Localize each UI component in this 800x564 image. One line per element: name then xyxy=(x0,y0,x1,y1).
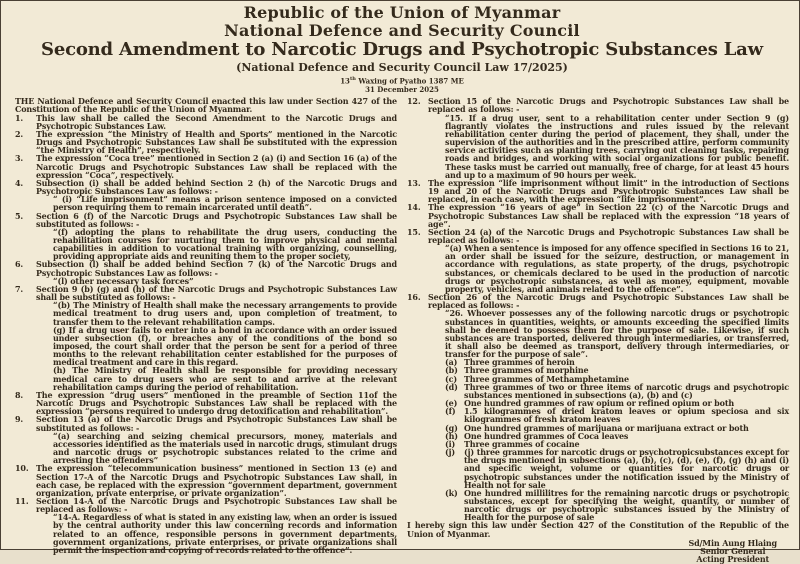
date-rest: Waxing of Pyatho 1387 ME xyxy=(355,76,464,86)
item-body xyxy=(36,260,397,284)
quoted-paragraph: “(a) searching and seizing chemical precursors, money, materials and accessories identified as the materials used in narcotic drugs, stimulant drugs and narcotic drugs or psychotropic substances related to the crime and arresting the offenders” xyxy=(53,430,397,466)
item-number: 13. xyxy=(407,177,421,188)
item-body xyxy=(428,203,789,227)
law-item-5 xyxy=(15,212,397,261)
item-number: 9. xyxy=(15,414,24,425)
item-number: 14. xyxy=(407,202,421,213)
law-item-8 xyxy=(15,391,397,415)
signature-line: Sd/Min Aung Hlaing xyxy=(688,537,777,548)
law-item-7 xyxy=(15,285,397,391)
subsection-text: Three grammes of morphine xyxy=(464,365,589,376)
law-item-16 xyxy=(407,293,789,521)
item-paragraph: Section 26 of the Narcotic Drugs and Psychotropic Substances Law shall be replaced as follows: - xyxy=(428,292,789,311)
item-paragraph: Section 24 (a) of the Narcotic Drugs and Psychotropic Substances Law shall be replaced as follows: - xyxy=(428,226,789,245)
subsection-letter: (c) xyxy=(445,373,457,384)
subsection-letter: (i) xyxy=(445,438,456,449)
law-item-6 xyxy=(15,260,397,284)
item-paragraph: The expression “16 years of age” in Section 22 (c) of the Narcotic Drugs and Psychotropic Substances Law shall be replaced with the expression “18 years of age”. xyxy=(428,202,789,229)
subsection-text: Three grammes of cocaine xyxy=(464,438,580,449)
law-item-15 xyxy=(407,228,789,293)
item-body xyxy=(36,179,397,212)
item-paragraph: Section 15 of the Narcotic Drugs and Psychotropic Substances Law shall be replaced as follows: - xyxy=(428,96,789,115)
item-number: 3. xyxy=(15,153,24,164)
subsection-letter: (f) xyxy=(445,406,456,417)
quoted-paragraph: “14-A. Regardless of what is stated in any existing law, when an order is issued by the central authority under this law concerning records and information related to an offence, responsible persons in government departments, government organizations, private enterprises, or private organizations shall permit the inspection and copying of records related to the offence”. xyxy=(53,512,397,555)
quoted-paragraph: “15. If a drug user, sent to a rehabilitation center under Section 9 (g) flagrantly violates the instructions and rules issued by the relevant rehabilitation center during the period of placement, they shall, under the supervision of the authorities and in the prescribed attire, perform community service activities such as planting trees, carrying out cleaning tasks, repairing roads and bridges, and working with social organizations for public benefit. These tasks must be carried out manually, free of charge, for at least 45 hours and up to a maximum of 90 hours per week. xyxy=(445,112,789,180)
myanmar-era-date xyxy=(15,75,789,85)
item-body xyxy=(36,415,397,464)
subsection-text: Three grammes of Methamphetamine xyxy=(464,373,629,384)
subsection-text: Three grammes of heroin xyxy=(464,357,575,368)
law-item-10 xyxy=(15,464,397,497)
subsection-letter: (g) xyxy=(445,422,458,433)
lettered-subsection xyxy=(428,407,789,423)
title-line-2: National Defence and Security Council xyxy=(224,21,580,40)
law-item-11 xyxy=(15,497,397,554)
item-number: 2. xyxy=(15,128,24,139)
item-body xyxy=(428,97,789,179)
quoted-paragraph: “26. Whoever possesses any of the following narcotic drugs or psychotropic substances in quantities, weights, or amounts exceeding the specified limits shall be deemed to possess them for the purpose of sale. Likewise, if such substances are transported, delivered through intermediaries, or transferred, it shall also be deemed as transport, delivery through intermediaries, or transfer for the purpose of sale”. xyxy=(445,308,789,360)
document-body xyxy=(15,97,789,563)
item-number: 6. xyxy=(15,259,24,270)
lettered-subsection xyxy=(428,448,789,489)
item-number: 15. xyxy=(407,226,421,237)
item-paragraph: The expression “Coca tree” mentioned in Section 2 (a) (i) and Section 16 (a) of the Narcotic Drugs and Psychotropic Substances Law shall be replaced with the expression “Coca”, respectively. xyxy=(36,153,397,180)
item-paragraph: The expression “telecommunication business” mentioned in Section 13 (e) and Section 17-A of the Narcotic Drugs and Psychotropic Substances Law shall, in each case, be replaced with the expression “government department, government organization, private enterprise, or private organization”. xyxy=(36,463,397,498)
law-item-4 xyxy=(15,179,397,212)
subsection-text: One hundred grammes of raw opium or refined opium or both xyxy=(464,398,735,409)
law-item-12 xyxy=(407,97,789,179)
item-body xyxy=(428,179,789,203)
item-paragraph: Subsection (i) shall be added behind Section 2 (h) of the Narcotic Drugs and Psychotropic Substances Law as follows: - xyxy=(36,177,397,197)
item-number: 16. xyxy=(407,292,421,303)
date-ordinal-suffix: th xyxy=(349,76,356,82)
item-number: 12. xyxy=(407,96,421,107)
item-paragraph: Section 14-A of the Narcotic Drugs and Psychotropic Substances Law shall be replaced as follows: - xyxy=(36,495,397,515)
signature-line: Senior General xyxy=(700,545,766,556)
item-paragraph: The expression “the Ministry of Health and Sports” mentioned in the Narcotic Drugs and Psychotropic Substances Law shall be substituted with the expression “the Ministry of Health”, respectively. xyxy=(36,128,397,156)
subsection-text: (j) three grammes for narcotic drugs or psychotropicsubstances except for the drugs mentioned in subsections (a), (b), (c), (d), (e), (f), (g) (h) and (i) and specific weight, volume or quantities for narcotic drugs or psychotropic substances under the notification issued by the Ministry of Health not for sale xyxy=(464,447,789,490)
signature-block xyxy=(688,539,777,563)
law-item-9 xyxy=(15,415,397,464)
item-number: 1. xyxy=(15,112,24,123)
left-column xyxy=(15,97,397,563)
lettered-subsection xyxy=(428,489,789,522)
title-line-1: Republic of the Union of Myanmar xyxy=(243,3,561,22)
item-paragraph: This law shall be called the Second Amendment to the Narcotic Drugs and Psychotropic Substances Law. xyxy=(36,112,397,131)
item-paragraph: The expression “life imprisonment without limit” in the introduction of Sections 19 and 20 of the Narcotic Drugs and Psychotropic Substances Law shall be replaced, in each case, with the expression “life imprisonment”. xyxy=(428,177,789,205)
item-paragraph: Subsection (l) shall be added behind Section 7 (k) of the Narcotic Drugs and Psychotropic Substances Law as follows: - xyxy=(36,259,397,278)
item-body xyxy=(36,130,397,154)
law-item-3 xyxy=(15,154,397,178)
subsection-letter: (j) xyxy=(445,447,456,458)
item-body xyxy=(36,391,397,415)
item-paragraph: Section 9 (b) (g) and (h) of the Narcotic Drugs and Psychotropic Substances Law shall be substituted as follows: - xyxy=(36,283,397,303)
item-number: 11. xyxy=(15,495,29,506)
subsection-letter: (b) xyxy=(445,365,458,376)
quoted-paragraph: “(l) other necessary task forces” xyxy=(53,275,194,286)
gregorian-date: 31 December 2025 xyxy=(365,85,439,95)
law-item-13 xyxy=(407,179,789,203)
quoted-paragraph: “(b) The Ministry of Health shall make the necessary arrangements to provide medical treatment to drug users and, upon completion of treatment, to transfer them to the relevant rehabilitation camps. xyxy=(53,300,397,327)
item-body xyxy=(428,293,789,521)
item-body xyxy=(428,228,789,293)
law-item-2 xyxy=(15,130,397,154)
subsection-text: Three grammes of two or three items of narcotic drugs and psychotropic substances mentioned in subsections (a), (b) and (c) xyxy=(464,381,789,400)
title-line-3: Second Amendment to Narcotic Drugs and Psychotropic Substances Law xyxy=(41,39,763,60)
signature-line: Acting President xyxy=(696,554,770,564)
item-number: 4. xyxy=(15,177,24,188)
item-number: 5. xyxy=(15,210,24,221)
item-body xyxy=(36,285,397,391)
date-day: 13 xyxy=(340,76,350,86)
subsection-letter: (d) xyxy=(445,381,458,392)
quoted-paragraph: (g) If a drug user fails to enter into a bond in accordance with an order issued under subsection (f), or breaches any of the conditions of the bond so imposed, the court shall order that the person be sent for a period of three months to the relevant rehabilitation center established for the purposes of medical treatment and care in this regard. xyxy=(53,324,397,368)
document-header xyxy=(15,4,789,94)
subsection-text: One hundred millilitres for the remaining narcotic drugs or psychotropic substances, except for specifying the weight, quantity, or number of narcotic drugs or psychotropic substances issued by the Ministry of Health for the purpose of sale xyxy=(464,487,789,523)
law-item-14 xyxy=(407,203,789,227)
quoted-paragraph: “(f) adopting the plans to rehabilitate the drug users, conducting the rehabilitation courses for nurturing them to improve physical and mental capabilities in addition to vocational training with organizing, counselling, providing appropriate aids and reuniting them to the proper society, xyxy=(53,226,397,262)
quoted-paragraph: “(a) When a sentence is imposed for any offence specified in Sections 16 to 21, an order shall be issued for the seizure, destruction, or management in accordance with regulations, as state property, of the drugs, psychotropic substances, or chemicals declared to be used in the production of narcotic drugs or psychotropic substances, as well as money, equipment, movable property, vehicles, and animals related to the offence”. xyxy=(445,243,789,294)
subsection-text: One hundred grammes of Coca leaves xyxy=(464,430,629,441)
right-column xyxy=(407,97,789,563)
item-paragraph: Section 6 (f) of the Narcotic Drugs and Psychotropic Substances Law shall be substituted as follows: - xyxy=(36,210,397,229)
item-paragraph: Section 13 (a) of the Narcotic Drugs and Psychotropic Substances Law shall be substituted as follows: - xyxy=(36,414,397,433)
law-item-1 xyxy=(15,114,397,130)
subsection-letter: (h) xyxy=(445,430,458,441)
item-body xyxy=(36,464,397,497)
lettered-subsection xyxy=(428,383,789,399)
item-number: 8. xyxy=(15,389,24,400)
subsection-letter: (k) xyxy=(445,487,458,498)
item-body xyxy=(36,114,397,130)
item-paragraph: The expression “drug users” mentioned in the preamble of Section 11of the Narcotic Drugs and Psychotropic Substances Law shall be replaced with the expression “persons required to undergo drug detoxification and rehabilitation”. xyxy=(36,389,397,417)
subsection-letter: (e) xyxy=(445,398,458,409)
preamble-text: THE National Defence and Security Council enacted this law under Section 427 of the Constitution of the Republic of the Union of Myanmar. xyxy=(15,96,397,115)
item-body xyxy=(36,154,397,178)
subsection-text: One hundred grammes of marijuana or marijuana extract or both xyxy=(464,422,749,433)
subsection-letter: (a) xyxy=(445,357,458,368)
item-body xyxy=(36,497,397,554)
law-number-subtitle: (National Defence and Security Council Law 17/2025) xyxy=(236,61,568,74)
item-number: 10. xyxy=(15,463,29,474)
signing-statement: I hereby sign this law under Section 427 of the Constitution of the Republic of the Union of Myanmar. xyxy=(407,520,789,539)
item-body xyxy=(36,212,397,261)
quoted-paragraph: “ (i) “Life imprisonment” means a prison sentence imposed on a convicted person requiring them to remain incarcerated until death”. xyxy=(53,194,397,213)
item-number: 7. xyxy=(15,283,24,294)
subsection-text: 1.5 kilogrammes of dried kratom leaves or opium speciosa and six kilogrammes of fresh kratom leaves xyxy=(464,406,789,425)
quoted-paragraph: (h) The Ministry of Health shall be responsible for providing necessary medical care to drug users who are sent to and arrive at the relevant rehabilitation camps during the period of rehabilitation. xyxy=(53,365,397,392)
